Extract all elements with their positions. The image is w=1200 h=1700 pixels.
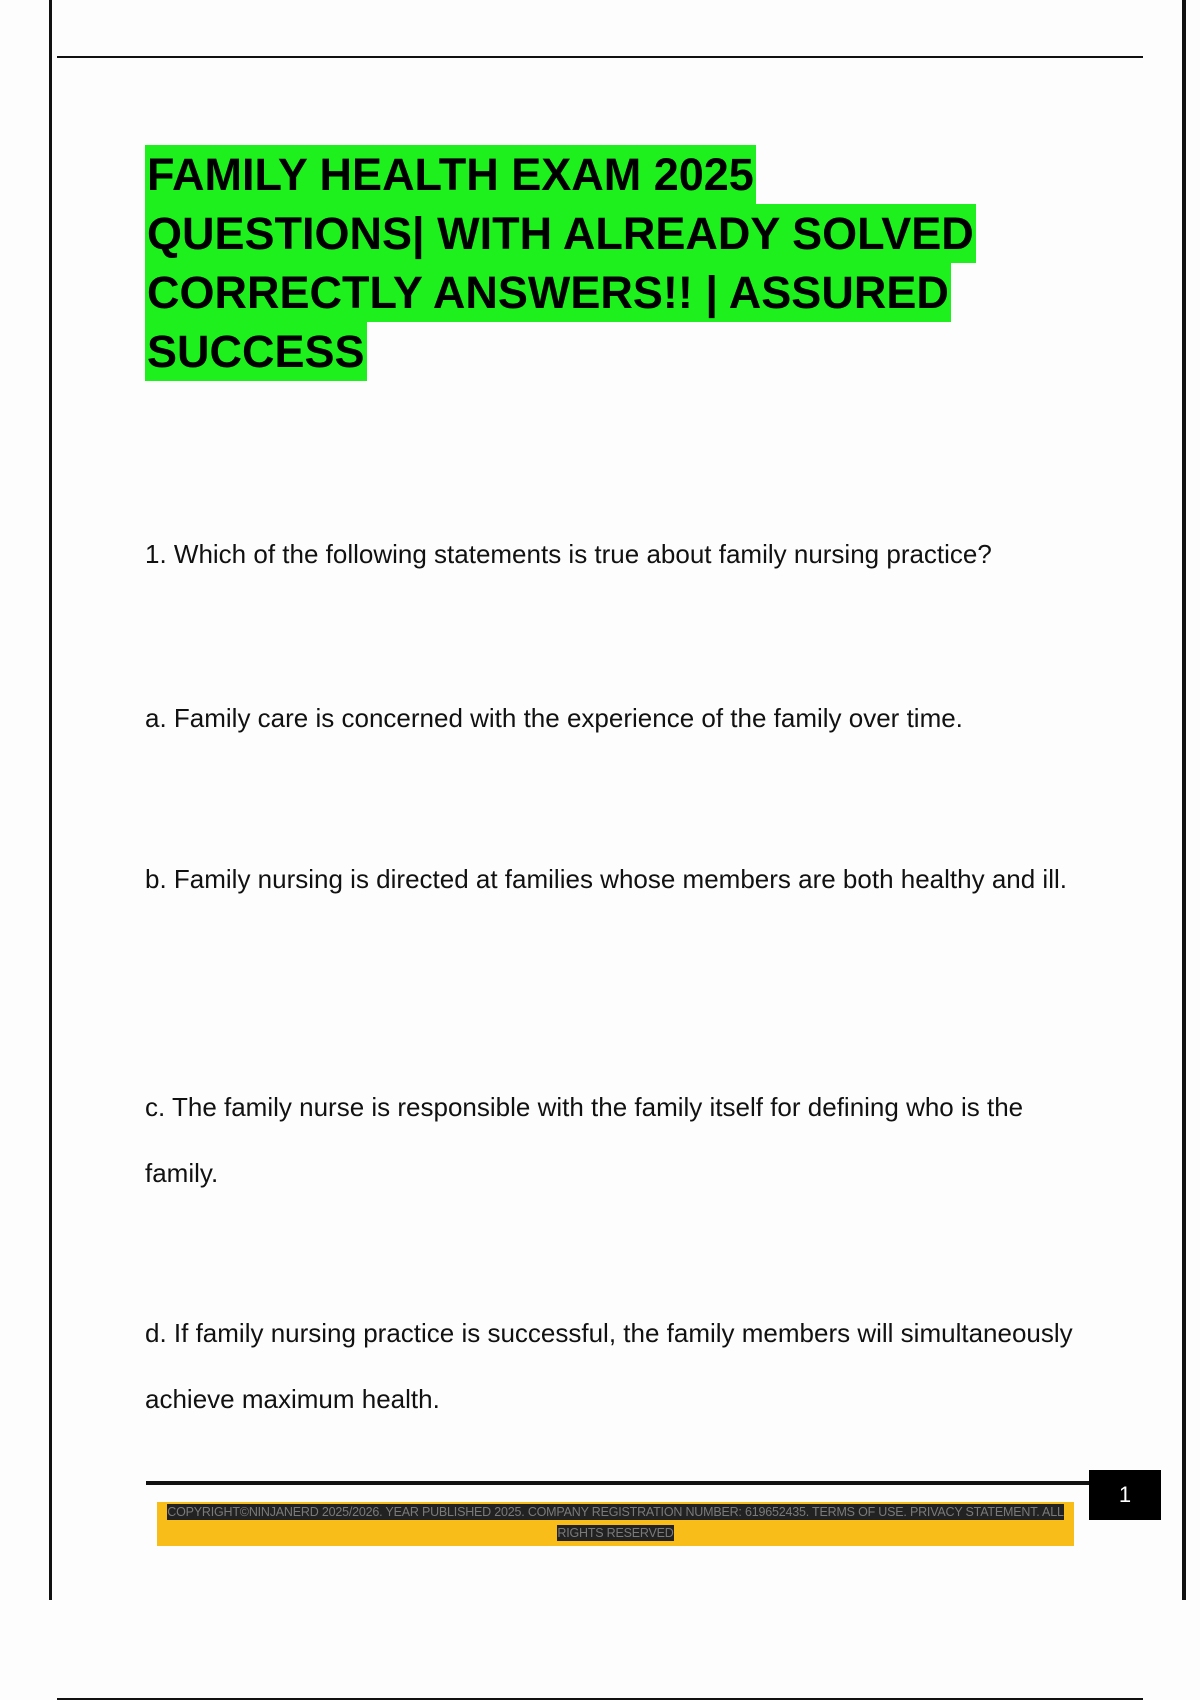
option-a: a. Family care is concerned with the experience of the family over time. (145, 703, 963, 733)
copyright-text: COPYRIGHT©NINJANERD 2025/2026. YEAR PUBLISHED 2025. COMPANY REGISTRATION NUMBER: 619652435. TERMS OF USE. PRIVACY STATEMENT. ALL RIGHTS RESERVED (167, 1505, 1064, 1540)
footer-rule (146, 1481, 1090, 1485)
title-line: CORRECTLY ANSWERS!! | ASSURED (145, 263, 951, 322)
header-rule (57, 56, 1143, 58)
option-d: d. If family nursing practice is successful, the family members will simultaneously achieve maximum health. (145, 1318, 1073, 1414)
title-line: SUCCESS (145, 322, 367, 381)
document-title (145, 145, 1075, 381)
page-left-border (49, 0, 52, 1600)
copyright-band (157, 1502, 1074, 1546)
question-text: 1. Which of the following statements is true about family nursing practice? (145, 539, 992, 569)
option-c: c. The family nurse is responsible with the family itself for defining who is the family. (145, 1092, 1024, 1188)
page-number: 1 (1089, 1470, 1161, 1520)
option-b: b. Family nursing is directed at families whose members are both healthy and ill. (145, 864, 1067, 894)
title-line: QUESTIONS| WITH ALREADY SOLVED (145, 204, 976, 263)
title-line: FAMILY HEALTH EXAM 2025 (145, 145, 756, 204)
page-right-border (1182, 0, 1186, 1600)
